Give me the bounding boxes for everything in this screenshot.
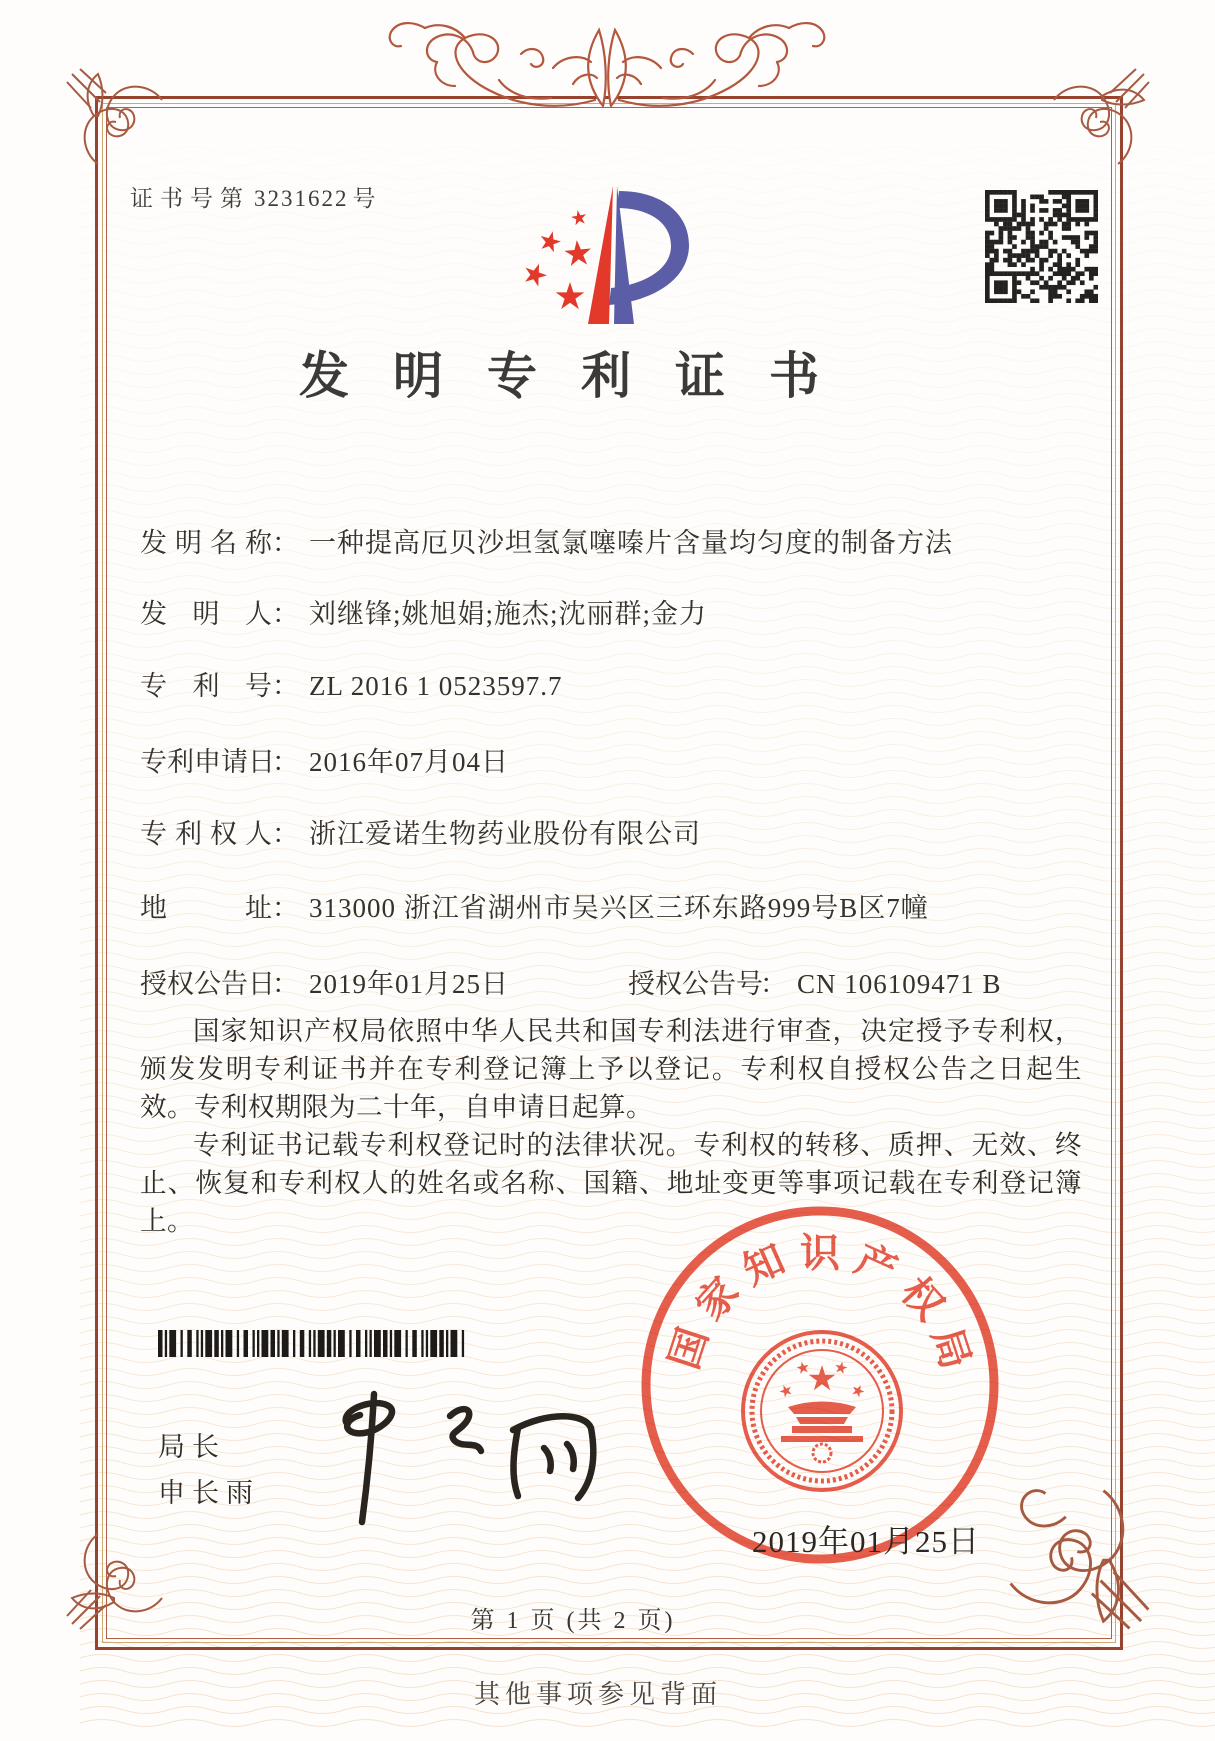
field-row-address [140,886,929,925]
qr-code [985,190,1098,303]
field-colon [760,969,787,999]
field-label: 发 明 名 称 [140,528,272,558]
dragon-pair-ornament [347,8,867,120]
barcode [158,1330,470,1357]
field-value: ZL 2016 1 0523597.7 [309,671,563,701]
svg-text:局: 局 [923,1322,979,1375]
field-label: 发 明 人 [140,599,272,629]
corner-ornament-top-left [64,66,174,176]
field-colon [272,893,299,923]
commissioner-block [158,1424,260,1516]
tiananmen-gate [781,1402,863,1443]
field-row-filing-date [140,740,509,779]
field-label: 授 权 公 告 号 [628,969,763,999]
field-row-grant-date [140,962,509,1001]
legal-paragraph-1: 国家知识产权局依照中华人民共和国专利法进行审查，决定授予专利权，颁发发明专利证书并在专利登记簿上予以登记。专利权自授权公告之日起生效。专利权期限为二十年，自申请日起算。 [140,1016,1082,1122]
field-row-patentee [140,812,701,851]
certificate-number: 3231622 [254,186,349,211]
field-value: 313000 浙江省湖州市吴兴区三环东路999号B区7幢 [309,893,929,923]
field-value: 浙江爱诺生物药业股份有限公司 [309,819,701,849]
field-row-inventors [140,592,707,631]
field-row-invention-name [140,521,953,560]
legal-paragraph-2: 专利证书记载专利权登记时的法律状况。专利权的转移、质押、无效、终止、恢复和专利权人的姓名或名称、国籍、地址变更等事项记载在专利登记簿上。 [140,1130,1082,1236]
svg-text:产: 产 [848,1236,904,1294]
handwritten-signature [322,1382,622,1537]
field-colon [272,819,299,849]
field-row-grant-number [628,962,1002,1001]
field-colon [272,747,299,777]
field-label: 专 利 权 人 [140,819,272,849]
field-value: CN 106109471 B [797,969,1002,999]
logo-stars [525,210,591,309]
seal-date: 2019年01月25日 [752,1524,980,1559]
field-colon [272,671,299,701]
field-label: 地 址 [140,893,272,923]
field-label: 专 利 号 [140,671,272,701]
field-value: 一种提高厄贝沙坦氢氯噻嗪片含量均匀度的制备方法 [309,528,953,558]
svg-text:国: 国 [661,1322,717,1375]
national-emblem [743,1332,901,1490]
back-side-note: 其他事项参见背面 [473,1680,722,1709]
page-number: 第 1 页 (共 2 页) [470,1608,676,1634]
field-colon [272,599,299,629]
emblem-stars [780,1362,865,1398]
field-row-patent-number [140,664,562,703]
cnipa-logo-icon [512,158,697,326]
field-colon [272,969,299,999]
commissioner-name: 申长雨 [158,1478,260,1508]
svg-text:权: 权 [892,1268,953,1329]
certificate-number-prefix: 证书号第 [130,186,250,211]
corner-ornament-top-right [1042,66,1152,176]
svg-text:家: 家 [687,1268,748,1329]
commissioner-title: 局长 [158,1432,226,1462]
emblem-cog [813,1444,831,1462]
field-colon [272,528,299,558]
svg-text:识: 识 [800,1230,840,1276]
field-value: 2016年07月04日 [309,747,509,777]
field-value: 刘继锋;姚旭娟;施杰;沈丽群;金力 [309,599,708,629]
certificate-number-line [130,180,376,213]
page-title: 发明专利证书 [299,348,863,404]
certificate-number-suffix: 号 [352,186,376,211]
field-label: 授 权 公 告 日 [140,969,275,999]
svg-text:知: 知 [736,1236,792,1294]
field-value: 2019年01月25日 [309,969,509,999]
field-label: 专 利 申 请 日 [140,747,275,777]
